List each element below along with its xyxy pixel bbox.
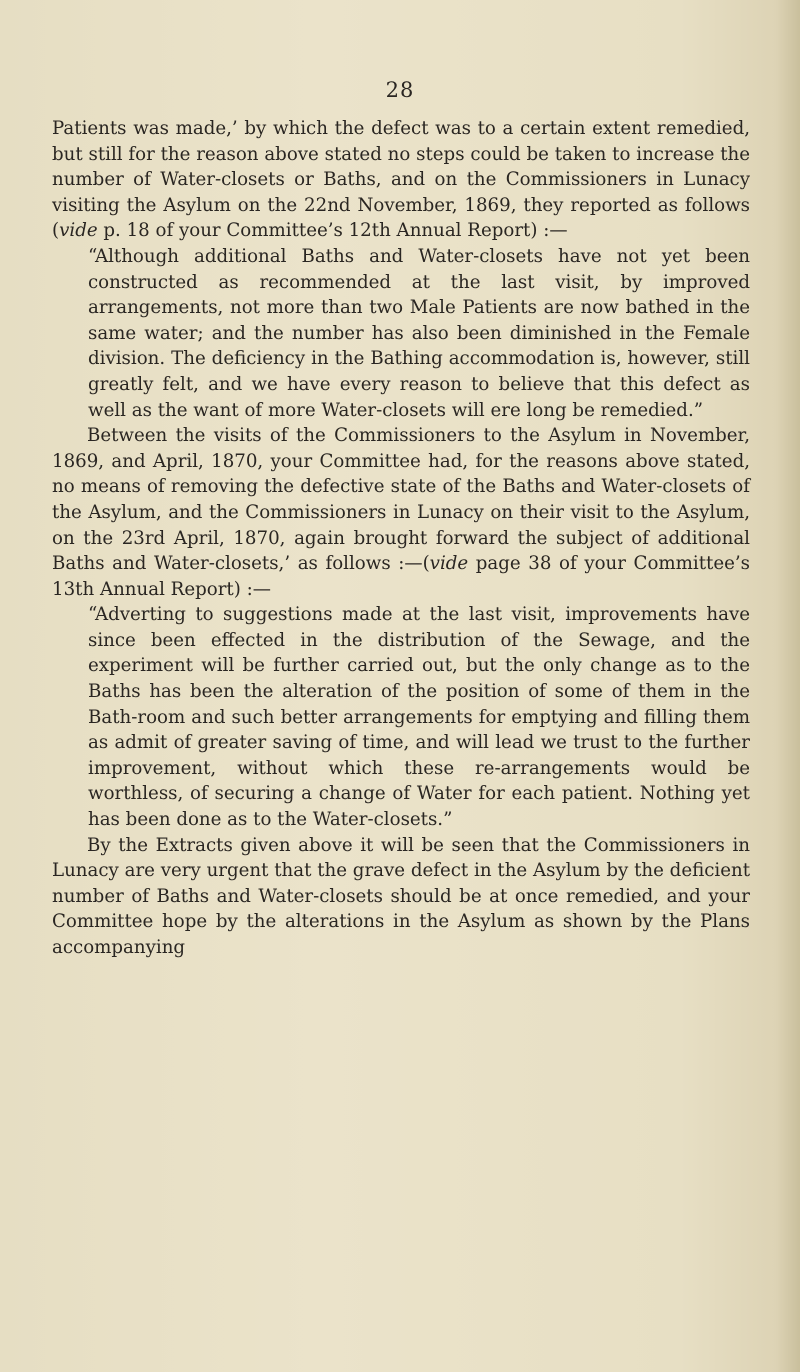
quotation-1: “Although additional Baths and Water-closets have not yet been constructed as recommended at the last visit, by improved arrangements, not more than two Male Patients are now bathed in the same water; and the number has also been diminished in the Female division. The deficiency in the Bathing accommodation is, however, still greatly felt, and we have every reason to believe that this defect as well as the want of more Water-closets will ere long be remedied.”	[88, 245, 750, 421]
paragraph-1-text-b: p. 18 of your Committee’s 12th Annual Report) :—	[97, 220, 568, 242]
paragraph-1-text-a: Patients was made,’ by which the defect was to a certain extent remedied, but still for the reason above stated no steps could be taken to increase the number of Water-closets or Baths, and on the Commissioners in Lunacy visiting the Asylum on the 22nd November, 1869, they reported as follows (	[52, 118, 750, 242]
paragraph-1-vide: vide	[59, 220, 98, 242]
paragraph-2	[52, 423, 750, 602]
page-number: 28	[385, 78, 415, 102]
paragraph-2-vide: vide	[429, 553, 469, 575]
paragraph-2-text-a: Between the visits of the Commissioners to the Asylum in November, 1869, and April, 1870, your Committee had, for the reasons above stated, no means of removing the defective state of the Baths and Water-closets of the Asylum, and the Commissioners in Lunacy on their visit to the Asylum, on the 23rd April, 1870, again brought forward the subject of additional Baths and Water-closets,’ as follows :—(	[52, 425, 750, 575]
body-text	[52, 116, 750, 961]
paragraph-3: By the Extracts given above it will be seen that the Commissioners in Lunacy are very urgent that the grave defect in the Asylum by the deficient number of Baths and Water-closets should be at once remedied, and your Committee hope by the alterations in the Asylum as shown by the Plans accompanying	[52, 834, 750, 958]
paragraph-1	[52, 116, 750, 244]
quotation-2: “Adverting to suggestions made at the last visit, improvements have since been effected in the distribution of the Sewage, and the experiment will be further carried out, but the only change as to the Baths has been the alteration of the position of some of them in the Bath-room and such better arrangements for emptying and filling them as admit of greater saving of time, and will lead we trust to the further improvement, without which these re-arrangements would be worthless, of securing a change of Water for each patient. Nothing yet has been done as to the Water-closets.”	[88, 604, 750, 831]
paragraph-2-text-b: page 38 of your Committee’s 13th Annual Report) :—	[52, 553, 750, 600]
